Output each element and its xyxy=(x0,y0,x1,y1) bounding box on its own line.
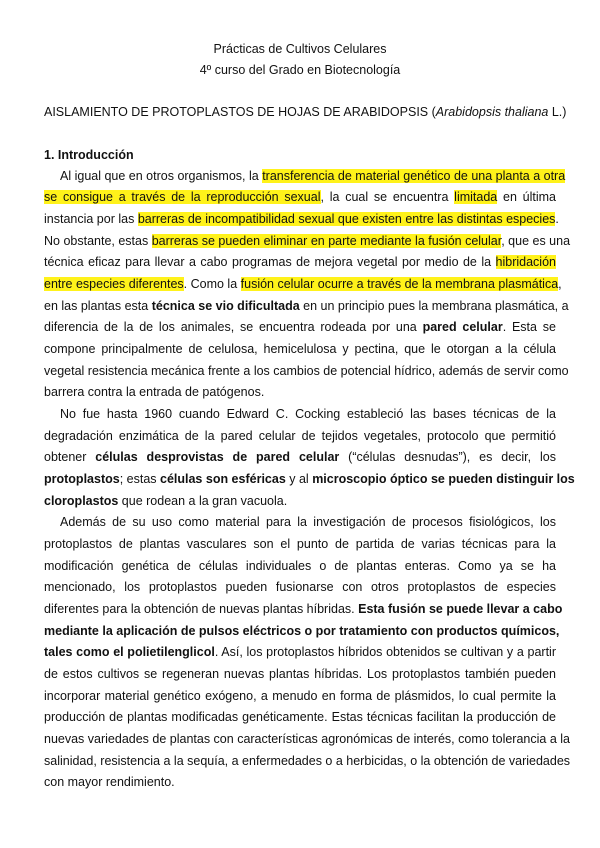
p3-line-6: mediante la aplicación de pulsos eléctricos o por tratamiento con productos químicos, xyxy=(44,624,560,638)
p3-line-11: nuevas variedades de plantas con características agronómicas de interés, como tolerancia a la xyxy=(44,732,570,746)
p3-line-8: de estos cultivos se regeneran nuevas plantas híbridas. Los protoplastos también pueden xyxy=(44,667,556,681)
p1-line-11: barrera contra la entrada de patógenos. xyxy=(44,385,265,399)
course-title: Prácticas de Cultivos Celulares xyxy=(213,42,387,56)
p1-line-8: diferencia de la de los animales, se encuentra rodeada por una pared celular. Esta se xyxy=(44,320,556,334)
p1-line-3: instancia por las barreras de incompatibilidad sexual que existen entre las distintas especies. xyxy=(44,212,559,226)
p2-line-1: No fue hasta 1960 cuando Edward C. Cocking estableció las bases técnicas de la xyxy=(60,407,556,421)
species-name: Arabidopsis thaliana xyxy=(435,105,549,119)
p1-line-9: compone principalmente de celulosa, hemicelulosa y pectina, que le otorgan a la célula xyxy=(44,342,556,356)
p3-line-5: diferentes para la obtención de nuevas plantas híbridas. Esta fusión se puede llevar a cabo xyxy=(44,602,563,616)
p3-line-3: modificación genética de células individuales o de plantas enteras. Como ya se ha xyxy=(44,559,556,573)
p3-line-13: con mayor rendimiento. xyxy=(44,775,175,789)
p2-line-4: protoplastos; estas células son esféricas y al microscopio óptico se pueden distinguir los xyxy=(44,472,575,486)
p1-line-10: vegetal resistencia mecánica frente a los cambios de potencial hídrico, además de servir como xyxy=(44,364,569,378)
p3-line-10: producción de plantas modificadas genéticamente. Estas técnicas facilitan la producción de xyxy=(44,710,556,724)
p3-line-7: tales como el polietilenglicol. Así, los protoplastos híbridos obtenidos se cultivan y a partir xyxy=(44,645,556,659)
p2-line-2: degradación enzimática de la pared celular de tejidos vegetales, protocolo que permitió xyxy=(44,429,556,443)
section-heading: 1. Introducción xyxy=(44,148,134,162)
document-title: AISLAMIENTO DE PROTOPLASTOS DE HOJAS DE ARABIDOPSIS (Arabidopsis thaliana L.) xyxy=(44,105,567,119)
p3-line-9: incorporar material genético exógeno, a menudo en forma de plásmidos, lo cual permite la xyxy=(44,689,556,703)
p1-line-6: entre especies diferentes. Como la fusión celular ocurre a través de la membrana plasmática, xyxy=(44,277,562,291)
p2-line-5: cloroplastos que rodean a la gran vacuola. xyxy=(44,494,288,508)
course-subtitle: 4º curso del Grado en Biotecnología xyxy=(199,63,401,77)
p1-line-2: se consigue a través de la reproducción sexual, la cual se encuentra limitada en última xyxy=(44,190,556,204)
p1-line-4: No obstante, estas barreras se pueden eliminar en parte mediante la fusión celular, que es una xyxy=(44,234,571,248)
p1-line-5: técnica eficaz para llevar a cabo programas de mejora vegetal por medio de la hibridación xyxy=(44,255,556,269)
p3-line-1: Además de su uso como material para la investigación de procesos fisiológicos, los xyxy=(60,515,556,529)
p1-line-7: en las plantas esta técnica se vio dificultada en un principio pues la membrana plasmática, a xyxy=(44,299,569,313)
p1-line-1: Al igual que en otros organismos, la transferencia de material genético de una planta a otra xyxy=(60,169,566,183)
p3-line-12: salinidad, resistencia a la sequía, a enfermedades o a herbicidas, o la obtención de variedades xyxy=(44,754,571,768)
p3-line-2: protoplastos de plantas vasculares son el punto de partida de varias técnicas para la xyxy=(44,537,556,551)
p3-line-4: mencionado, los protoplastos pueden fusionarse con otros protoplastos de especies xyxy=(44,580,556,594)
p2-line-3: obtener células desprovistas de pared celular (“células desnudas”), es decir, los xyxy=(44,450,556,464)
